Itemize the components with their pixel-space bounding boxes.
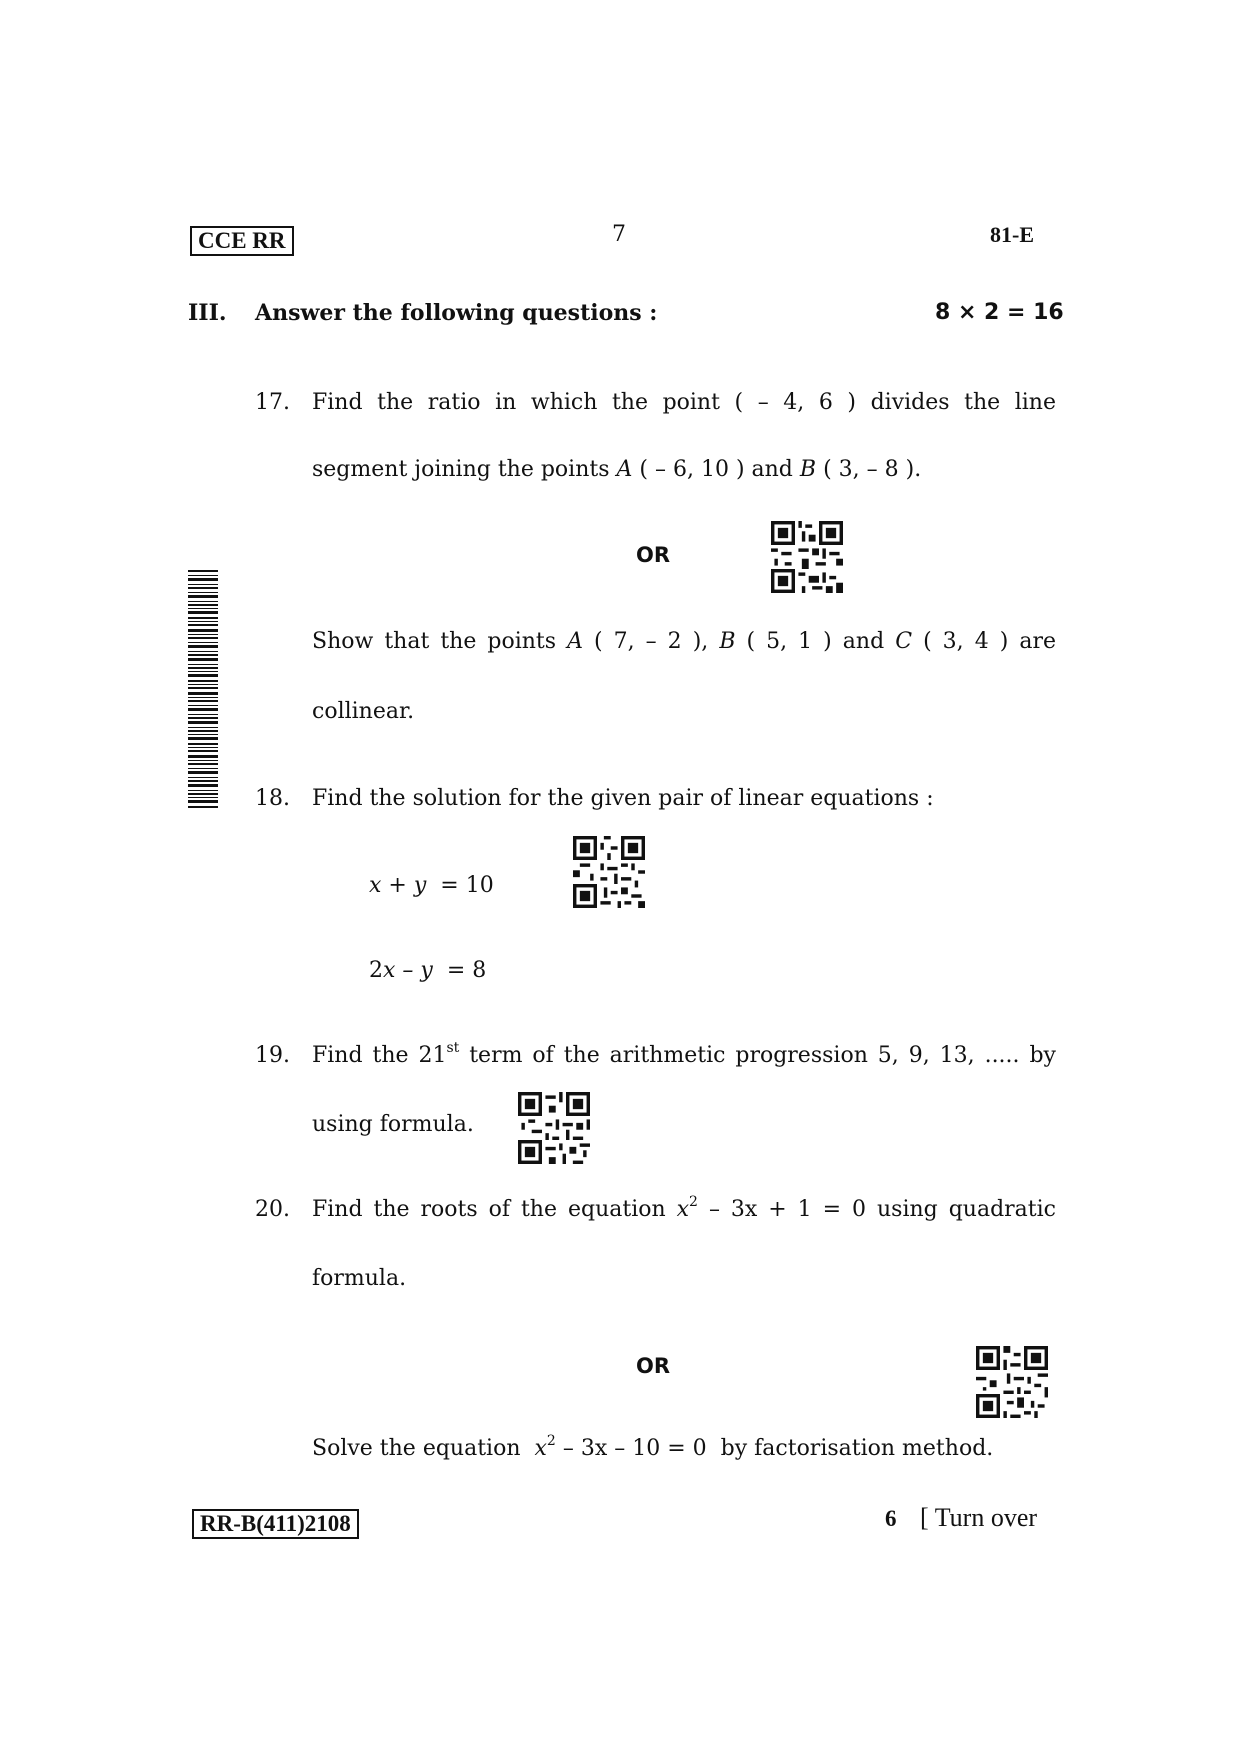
question-18-text: Find the solution for the given pair of linear equations : [312, 786, 934, 811]
turn-over-label: [ Turn over [920, 1503, 1038, 1532]
question-20-line-2: formula. [312, 1266, 407, 1291]
question-18-number: 18. [255, 786, 290, 811]
or-separator: OR [636, 1354, 671, 1378]
question-17-alt-line-2: collinear. [312, 699, 415, 724]
section-numeral: III. [188, 300, 227, 326]
or-separator: OR [636, 543, 671, 567]
question-19-number: 19. [255, 1043, 290, 1068]
page-number: 7 [612, 222, 626, 247]
qr-code-icon [976, 1346, 1048, 1418]
question-20-alt: Solve the equation $x^2 - 3x - 10 = 0$ by factorisation method. [312, 1433, 994, 1461]
question-17-line-2: segment joining the points A ( – 6, 10 ) and B ( 3, – 8 ). [312, 457, 922, 482]
question-19-line-1: Find the 21st term of the arithmetic progression 5, 9, 13, ..... by [312, 1040, 1056, 1068]
header-code-box: CCE RR [190, 226, 294, 256]
footer-page-number: 6 [885, 1506, 897, 1531]
section-title: Answer the following questions : [255, 300, 658, 326]
qr-code-icon [518, 1092, 590, 1164]
section-marks: 8 × 2 = 16 [935, 300, 1064, 325]
question-17-number: 17. [255, 390, 290, 415]
question-20-number: 20. [255, 1197, 290, 1222]
question-20-line-1: Find the roots of the equation $x^2 - 3x + 1 = 0$ using quadratic [312, 1194, 1056, 1222]
question-19-line-2: using formula. [312, 1112, 474, 1137]
subject-code: 81-E [990, 222, 1034, 247]
equation-1: x + y = 10 [369, 873, 494, 898]
question-17-line-1: Find the ratio in which the point ( – 4, 6 ) divides the line [312, 390, 1056, 415]
qr-code-icon [771, 521, 843, 593]
barcode-icon [188, 570, 218, 810]
equation-2: 2x – y = 8 [369, 958, 487, 983]
footer-code-box: RR-B(411)2108 [192, 1509, 359, 1539]
question-17-alt-line-1: Show that the points A ( 7, – 2 ), B ( 5, 1 ) and C ( 3, 4 ) are [312, 629, 1056, 654]
qr-code-icon [573, 836, 645, 908]
